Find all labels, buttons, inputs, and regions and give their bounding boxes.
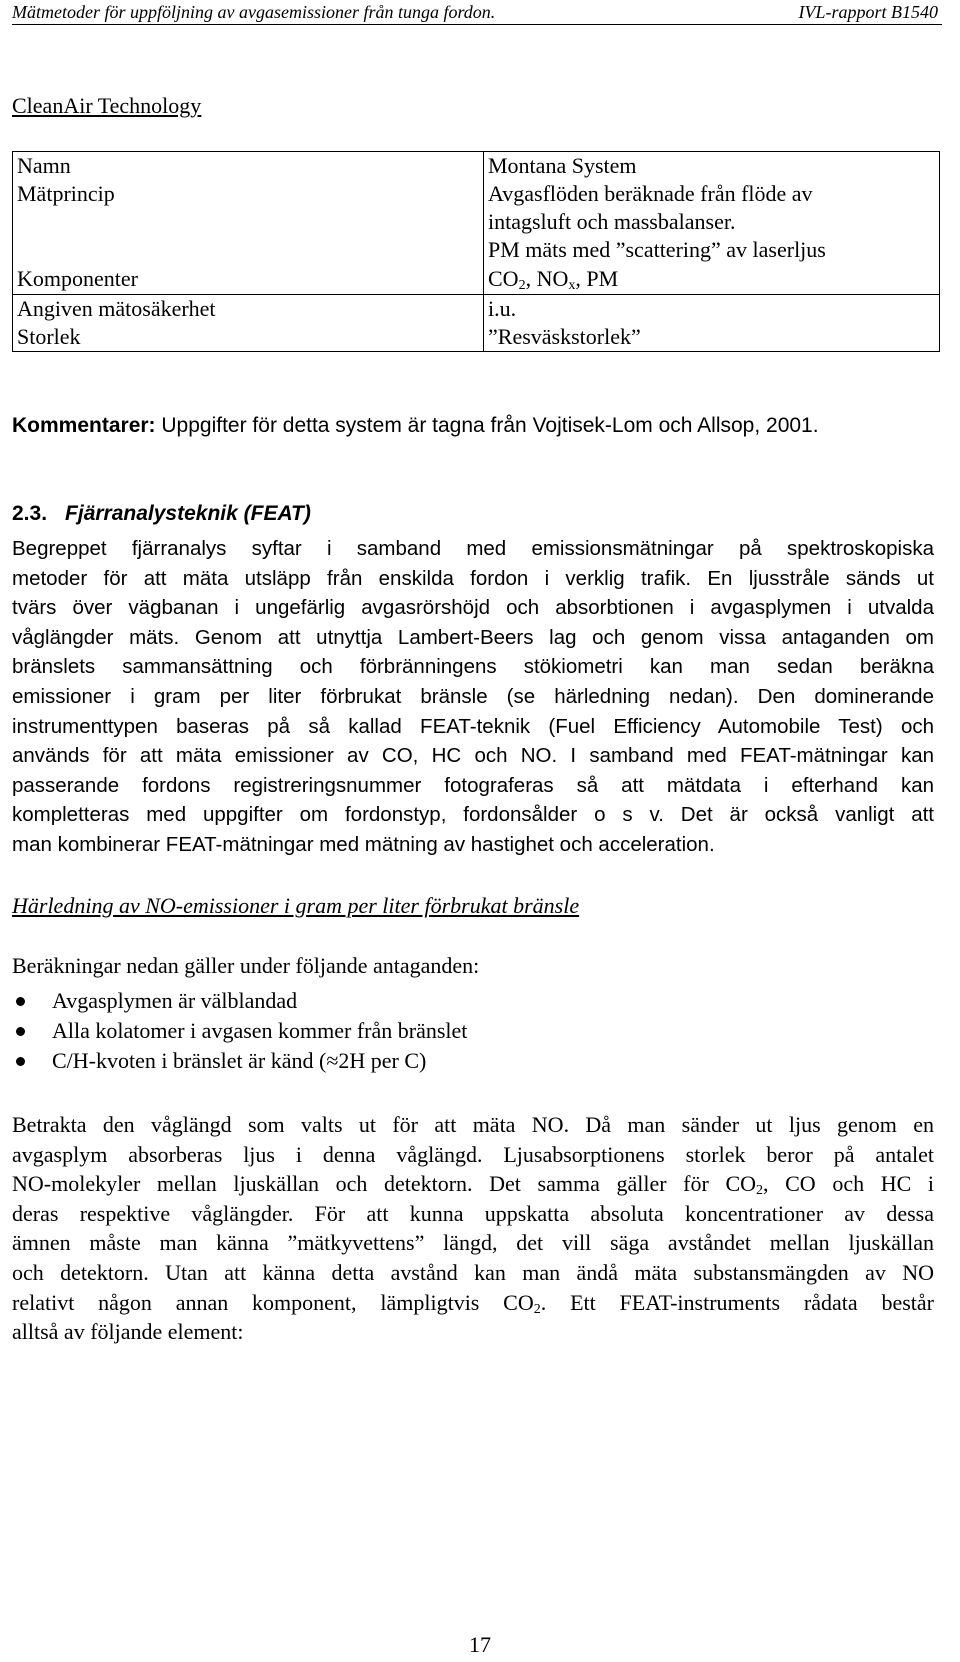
value-storlek: ”Resväskstorlek” [488,324,641,349]
spacer [17,208,479,236]
paragraph-line: Betrakta den våglängd som valts ut för att mäta NO. Då man sänder ut ljus genom en [12,1112,934,1137]
paragraph-line: instrumenttypen baseras på så kallad FEAT-teknik (Fuel Efficiency Automobile Test) och [12,714,934,738]
derivation-subheading: Härledning av NO-emissioner i gram per liter förbrukat bränsle [12,893,580,918]
list-item [12,1016,467,1046]
pm-text: , PM [575,266,619,291]
section-title: Fjärranalysteknik (FEAT) [65,502,311,525]
value-namn: Montana System [488,153,637,178]
paragraph-line [12,1169,934,1199]
no-text: , NO [525,266,569,291]
paragraph-line: Begreppet fjärranalys syftar i samband med emissionsmätningar på spektroskopiska [12,537,934,560]
value-matprincip-1: Avgasflöden beräknade från flöde av [488,181,813,206]
feat-paragraph [12,534,934,860]
co2-subscript: 2 [756,1183,764,1199]
spec-table [12,151,940,352]
bullet-icon [16,1057,25,1066]
running-header [12,0,942,25]
page-number: 17 [469,1632,491,1657]
text-segment: . Ett FEAT-instruments rådata består [540,1289,934,1315]
paragraph-line: metoder för att mäta utsläpp från enskilda fordon i verklig trafik. En ljusstråle sänds ut [12,566,934,590]
spec-labels-cell [13,295,484,352]
spacer [17,236,479,264]
label-matprincip: Mätprincip [17,181,115,206]
label-namn: Namn [17,153,71,178]
section-number: 2.3. [12,502,48,525]
nox-subscript: x [568,278,576,293]
paragraph-line: våglängder mäts. Genom att utnyttja Lambert-Beers lag och genom vissa antaganden om [12,625,934,649]
value-komponenter [488,264,935,294]
paragraph-line: och detektorn. Utan att känna detta avstånd kan man ändå mäta substansmängden av NO [12,1259,934,1285]
co-subscript: 2 [518,278,526,293]
company-name: CleanAir Technology [12,93,202,118]
text-segment: relativt någon annan komponent, lämpligtvis CO [12,1289,534,1315]
list-item [12,1046,467,1076]
paragraph-line: tvärs över vägbanan i ungefärlig avgasrörshöjd och absorbtionen i avgasplymen i utvalda [12,596,934,620]
comment-text: Uppgifter för detta system är tagna från Vojtisek-Lom och Allsop, 2001. [155,414,819,437]
co-text: CO [488,266,519,291]
value-matosakerhet: i.u. [488,296,517,321]
header-report-title: Mätmetoder för uppföljning av avgasemissioner från tunga fordon. [12,2,496,22]
value-matprincip-3: PM mäts med ”scattering” av laserljus [488,237,826,262]
text-segment: NO-molekyler mellan ljuskällan och detektorn. Det samma gäller för CO [12,1171,757,1197]
label-komponenter: Komponenter [17,266,138,291]
spec-values-cell [484,295,940,352]
paragraph-line: emissioner i gram per liter förbrukat bränsle (se härledning nedan). Den dominerande [12,684,934,708]
assumptions-list [12,986,467,1076]
list-item-text: Avgasplymen är välblandad [52,988,298,1013]
absorption-paragraph [12,1110,934,1347]
value-matprincip-2: intagsluft och massbalanser. [488,209,736,234]
paragraph-line [12,1288,934,1318]
table-row [13,152,940,295]
paragraph-line: bränslets sammansättning och förbränningens stökiometri kan man sedan beräkna [12,655,934,679]
paragraph-line: ämnen måste man känna ”mätkyvettens” längd, det vill säga avståndet mellan ljuskällan [12,1230,934,1256]
table-row [13,295,940,352]
list-item-text: C/H-kvoten i bränslet är känd (≈2H per C) [52,1048,427,1073]
text-segment: , CO och HC i [763,1171,935,1197]
paragraph-line: används för att mäta emissioner av CO, HC och NO. I samband med FEAT-mätningar kan [12,744,934,768]
header-report-id: IVL-rapport B1540 [798,2,938,22]
paragraph-line: kompletteras med uppgifter om fordonstyp, fordonsålder o s v. Det är också vanligt att [12,803,934,827]
comment-line [12,414,819,438]
bullet-icon [16,997,25,1006]
list-item-text: Alla kolatomer i avgasen kommer från bränslet [52,1018,468,1043]
co2-subscript: 2 [533,1301,541,1317]
paragraph-line: passerande fordons registreringsnummer fotograferas så att mätdata i efterhand kan [12,773,934,797]
spec-values-cell [484,152,940,295]
label-matosakerhet: Angiven mätosäkerhet [17,296,216,321]
bullet-icon [16,1027,25,1036]
paragraph-line: alltså av följande element: [12,1319,244,1345]
paragraph-line: man kombinerar FEAT-mätningar med mätning av hastighet och acceleration. [12,832,715,856]
paragraph-line: deras respektive våglängder. För att kunna uppskatta absoluta koncentrationer av dessa [12,1200,934,1226]
comment-label: Kommentarer: [12,414,156,437]
assumptions-intro: Beräkningar nedan gäller under följande antaganden: [12,953,480,978]
list-item [12,986,467,1016]
section-heading [12,502,311,526]
spec-labels-cell [13,152,484,295]
label-storlek: Storlek [17,324,81,349]
paragraph-line: avgasplym absorberas ljus i denna våglängd. Ljusabsorptionens storlek beror på antalet [12,1141,934,1167]
